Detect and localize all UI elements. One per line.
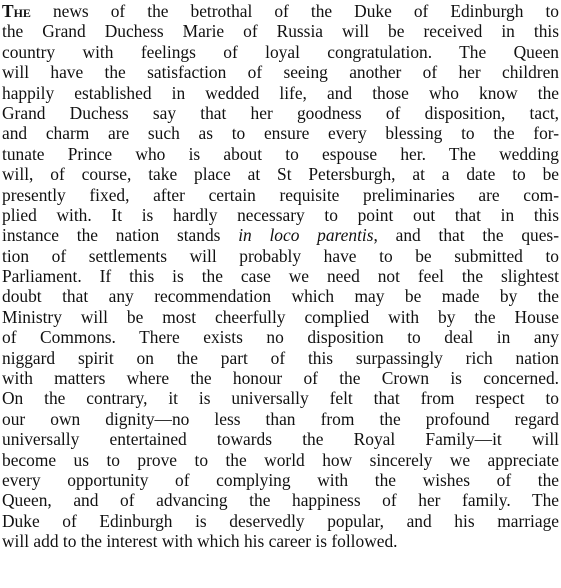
line-text: will have the satisfaction of seeing another of her children — [2, 62, 559, 83]
line-text: news of the betrothal of the Duke of Edinburgh to — [30, 1, 559, 21]
line-text-pre: instance the nation stands — [2, 225, 239, 246]
article-line — [2, 1, 559, 21]
article-line — [2, 531, 559, 551]
line-text: tion of settlements will probably have to be submitted to — [2, 245, 559, 266]
lead-caps: The — [2, 1, 31, 21]
line-text: happily established in wedded life, and those who know the — [2, 82, 559, 103]
article-line — [2, 164, 559, 184]
news-article — [2, 1, 559, 552]
article-line — [2, 450, 559, 470]
line-text: and charm are such as to ensure every blessing to the for- — [2, 123, 559, 144]
article-line — [2, 185, 559, 205]
article-line — [2, 348, 559, 368]
line-text: our own dignity—no less than from the profound regard — [2, 408, 559, 429]
article-line — [2, 103, 559, 123]
article-line — [2, 409, 559, 429]
article-line — [2, 470, 559, 490]
line-text: niggard spirit on the part of this surpassingly rich nation — [2, 347, 559, 368]
article-line — [2, 225, 559, 245]
line-text: country with feelings of loyal congratulation. The Queen — [2, 41, 559, 62]
italic-phrase: in loco parentis — [238, 225, 374, 246]
line-text: doubt that any recommendation which may be made by the — [2, 286, 559, 307]
article-line — [2, 429, 559, 449]
article-line — [2, 123, 559, 143]
article-line — [2, 83, 559, 103]
article-line — [2, 327, 559, 347]
line-text: Queen, and of advancing the happiness of her family. The — [2, 490, 559, 511]
line-text: Ministry will be most cheerfully complied with by the House — [2, 306, 559, 327]
line-text: Grand Duchess say that her goodness of disposition, tact, — [2, 102, 559, 123]
article-line — [2, 246, 559, 266]
line-text-post: , and that the ques- — [373, 225, 559, 246]
article-line — [2, 205, 559, 225]
line-text: tunate Prince who is about to espouse her. The wedding — [2, 143, 559, 164]
article-line — [2, 511, 559, 531]
line-text: universally entertained towards the Royal Family—it will — [2, 429, 559, 450]
article-line — [2, 307, 559, 327]
article-line — [2, 144, 559, 164]
line-text: On the contrary, it is universally felt that from respect to — [2, 388, 559, 409]
line-text: plied with. It is hardly necessary to point out that in this — [2, 204, 559, 225]
line-text: Parliament. If this is the case we need not feel the slightest — [2, 266, 559, 287]
line-text: Duke of Edinburgh is deservedly popular, and his marriage — [2, 510, 559, 531]
article-line — [2, 286, 559, 306]
article-line — [2, 62, 559, 82]
article-line — [2, 368, 559, 388]
line-text: will add to the interest with which his career is followed. — [2, 531, 398, 552]
line-text: every opportunity of complying with the wishes of the — [2, 469, 559, 490]
line-text: presently fixed, after certain requisite preliminaries are com- — [2, 184, 559, 205]
line-text: with matters where the honour of the Crown is concerned. — [2, 368, 559, 389]
line-text: become us to prove to the world how sincerely we appreciate — [2, 449, 559, 470]
line-text: of Commons. There exists no disposition to deal in any — [2, 327, 559, 348]
line-text: the Grand Duchess Marie of Russia will be received in this — [2, 21, 559, 42]
article-line — [2, 21, 559, 41]
article-line — [2, 388, 559, 408]
article-line — [2, 266, 559, 286]
line-text: will, of course, take place at St Petersburgh, at a date to be — [2, 164, 559, 185]
article-line — [2, 42, 559, 62]
article-line — [2, 490, 559, 510]
